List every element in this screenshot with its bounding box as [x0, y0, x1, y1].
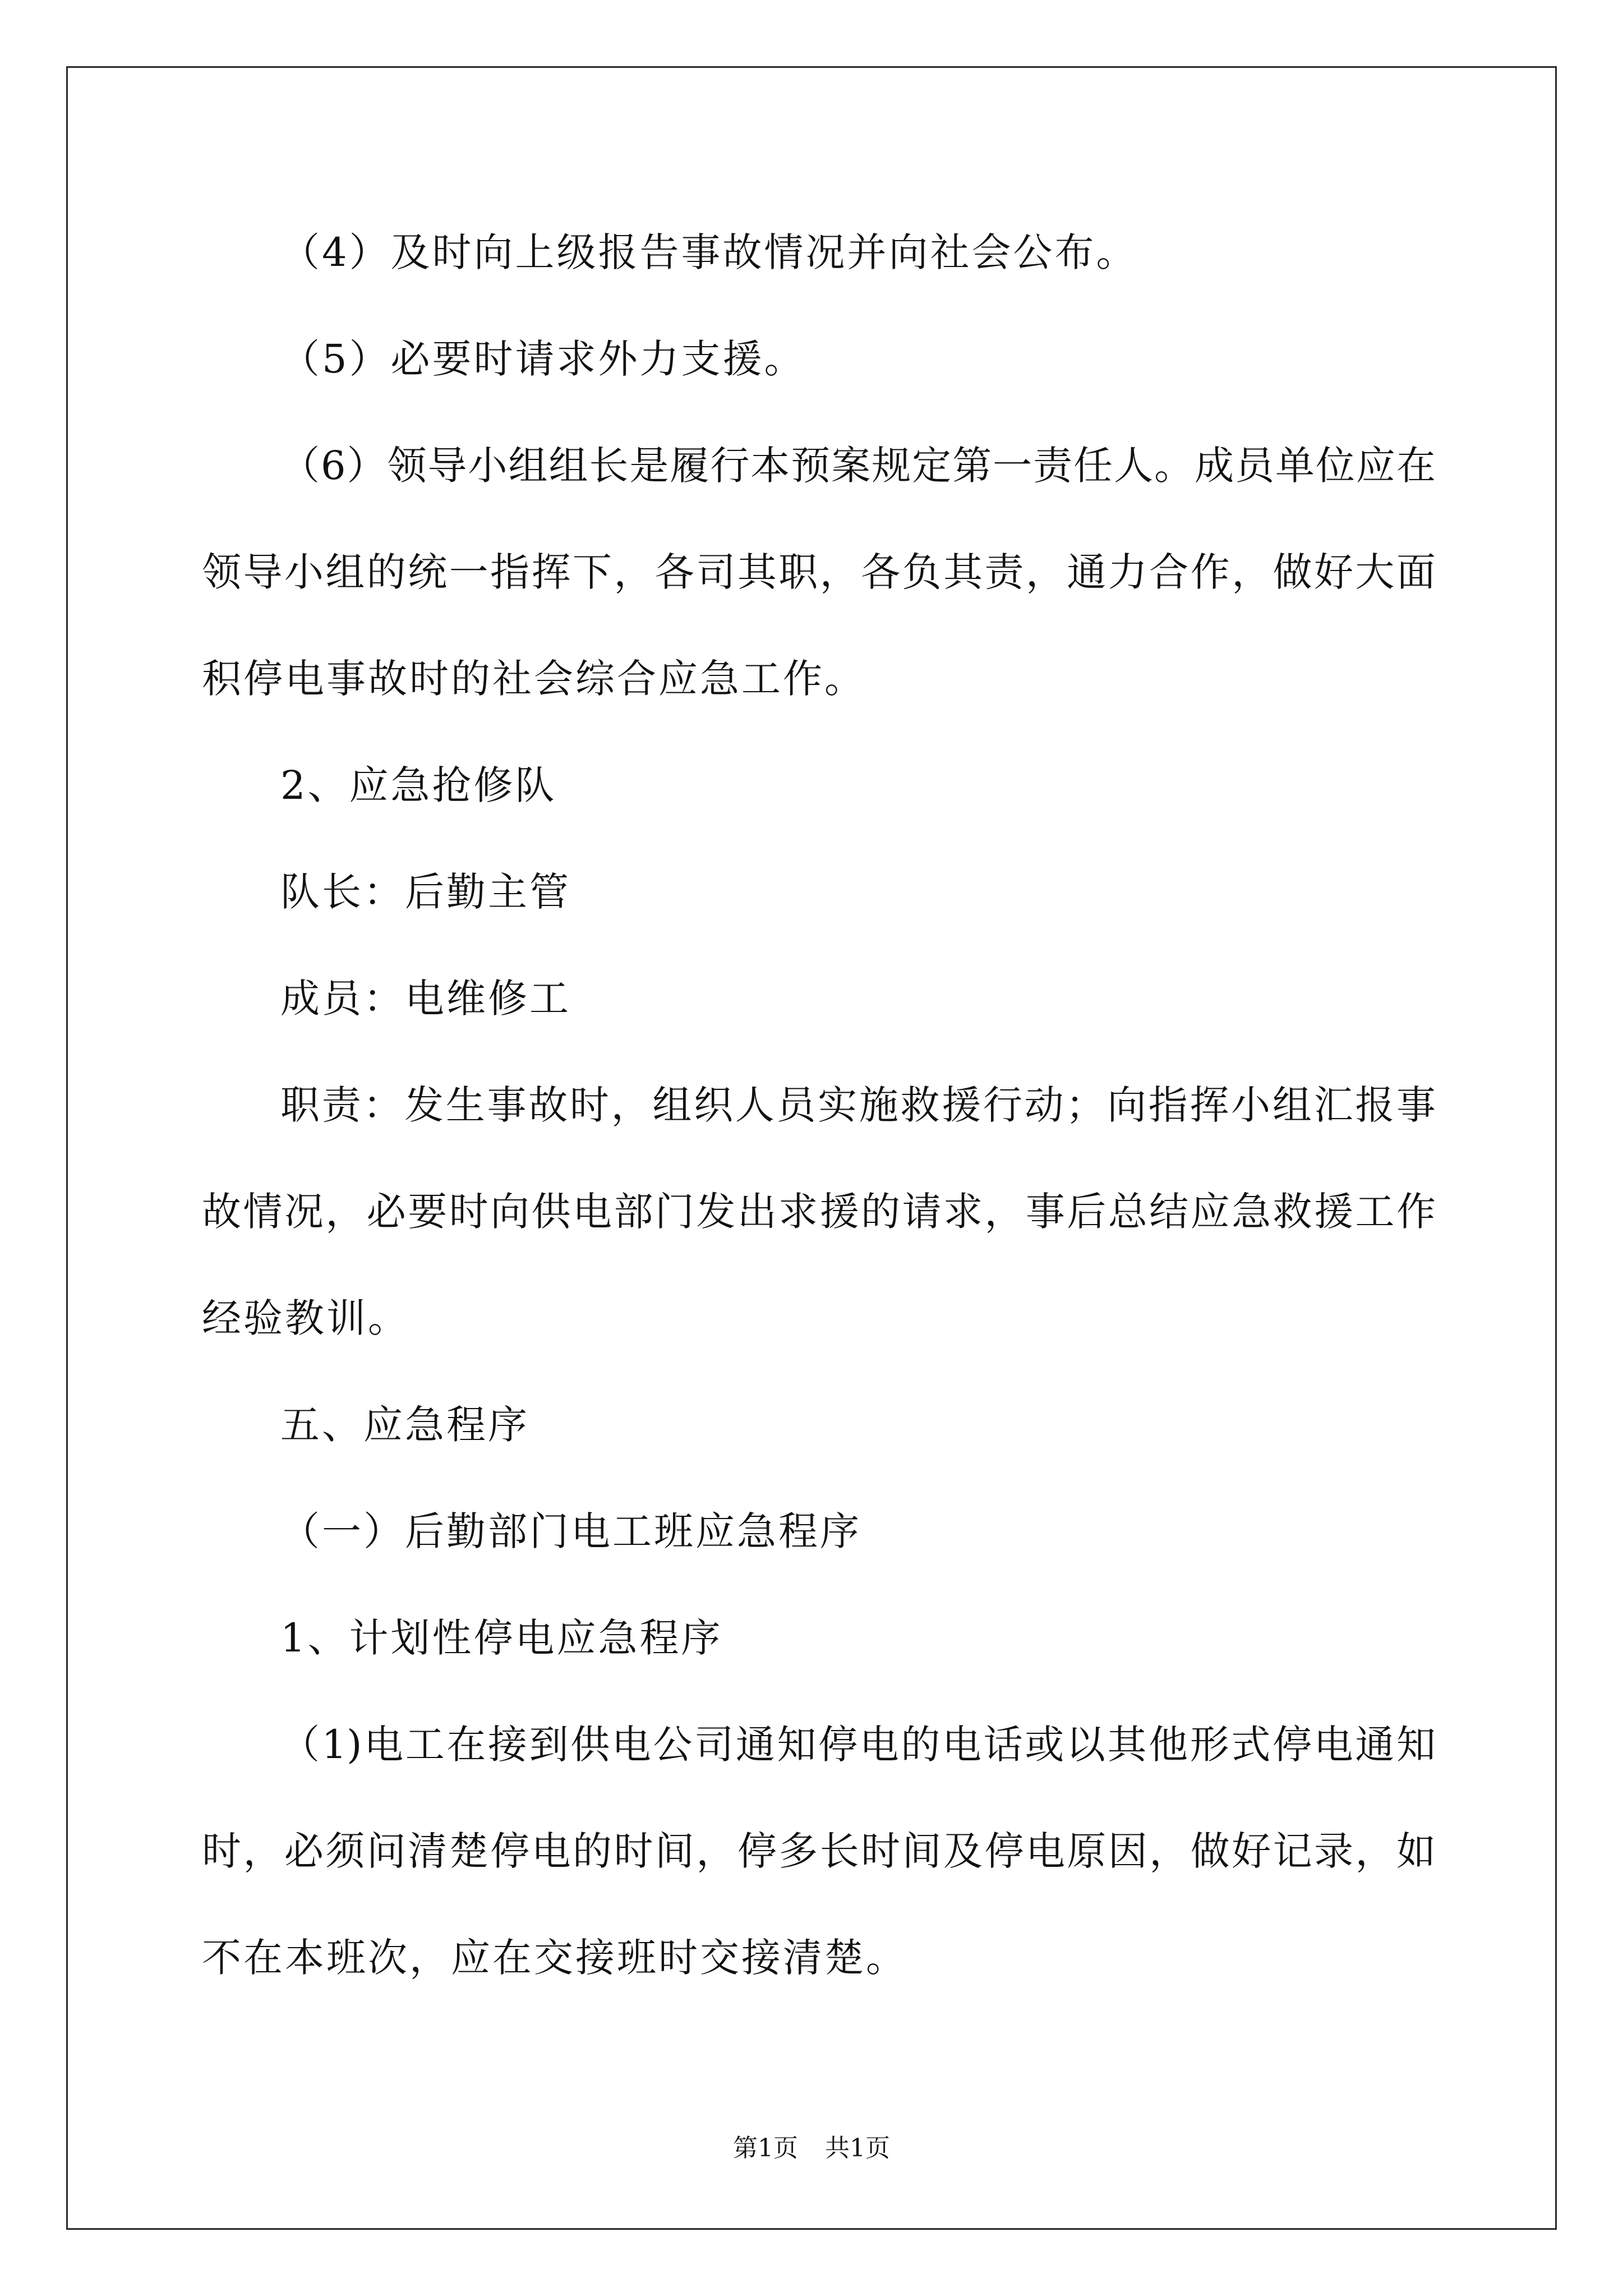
paragraph-line: （5）必要时请求外力支援。 — [280, 336, 806, 382]
page-border — [66, 66, 1557, 2230]
section-heading: 2、应急抢修队 — [280, 762, 557, 808]
paragraph-line: 领导小组的统一指挥下，各司其职，各负其责，通力合作，做好大面 — [202, 549, 1436, 595]
paragraph-line: 时，必须问清楚停电的时间，停多长时间及停电原因，做好记录，如 — [202, 1828, 1436, 1874]
page-number-total: 共1页 — [825, 2134, 890, 2162]
paragraph-line: （1)电工在接到供电公司通知停电的电话或以其他形式停电通知 — [280, 1722, 1436, 1768]
paragraph-line: 成员：电维修工 — [280, 976, 571, 1022]
paragraph-line: 职责：发生事故时，组织人员实施救援行动；向指挥小组汇报事 — [280, 1082, 1436, 1128]
paragraph-line: （4）及时向上级报告事故情况并向社会公布。 — [280, 229, 1138, 275]
paragraph-line: 积停电事故时的社会综合应急工作。 — [202, 656, 866, 702]
paragraph-line: 队长：后勤主管 — [280, 869, 571, 915]
page-footer — [0, 2132, 1623, 2165]
paragraph-line: 不在本班次，应在交接班时交接清楚。 — [202, 1935, 907, 1981]
paragraph-line: 经验教训。 — [202, 1295, 409, 1341]
page-number-current: 第1页 — [733, 2134, 798, 2162]
paragraph-line: 故情况，必要时向供电部门发出求援的请求，事后总结应急救援工作 — [202, 1189, 1436, 1235]
section-heading: （一）后勤部门电工班应急程序 — [280, 1508, 861, 1554]
section-heading: 五、应急程序 — [280, 1402, 529, 1448]
section-heading: 1、计划性停电应急程序 — [280, 1615, 723, 1661]
paragraph-line: （6）领导小组组长是履行本预案规定第一责任人。成员单位应在 — [280, 443, 1436, 489]
